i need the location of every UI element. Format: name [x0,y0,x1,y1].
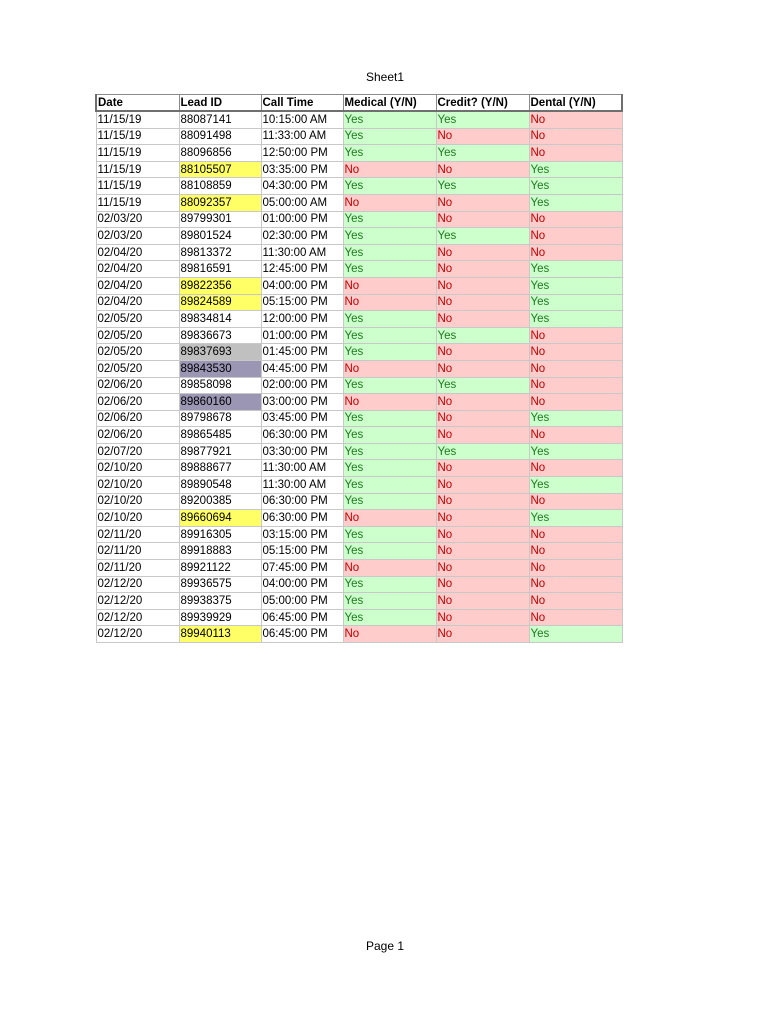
medical-cell[interactable]: Yes [343,543,436,560]
call-time-cell[interactable]: 04:45:00 PM [261,360,343,377]
dental-cell[interactable]: No [529,145,622,162]
lead-id-cell[interactable]: 89824589 [179,294,261,311]
lead-id-cell[interactable]: 88096856 [179,145,261,162]
medical-cell[interactable]: Yes [343,427,436,444]
call-time-cell[interactable]: 03:15:00 PM [261,526,343,543]
credit-cell[interactable]: No [436,128,529,145]
lead-id-cell[interactable]: 89939929 [179,609,261,626]
table-row [96,626,622,643]
dental-cell[interactable]: No [529,344,622,361]
medical-cell[interactable]: Yes [343,593,436,610]
date-cell[interactable]: 02/12/20 [96,626,179,643]
table-row [96,510,622,527]
call-time-cell[interactable]: 03:30:00 PM [261,443,343,460]
credit-cell[interactable]: No [436,394,529,411]
table-row [96,609,622,626]
table-header [96,95,622,112]
call-time-cell[interactable]: 11:30:00 AM [261,477,343,494]
table-row [96,277,622,294]
date-cell[interactable]: 02/12/20 [96,609,179,626]
column-header-lead-id[interactable]: Lead ID [179,95,261,112]
call-time-cell[interactable]: 01:00:00 PM [261,327,343,344]
call-time-cell[interactable]: 05:00:00 AM [261,194,343,211]
lead-id-cell[interactable]: 89936575 [179,576,261,593]
dental-cell[interactable]: Yes [529,161,622,178]
lead-id-cell[interactable]: 88092357 [179,194,261,211]
credit-cell[interactable]: No [436,194,529,211]
date-cell[interactable]: 02/04/20 [96,261,179,278]
dental-cell[interactable]: No [529,460,622,477]
dental-cell[interactable]: No [529,394,622,411]
credit-cell[interactable]: No [436,294,529,311]
call-time-cell[interactable]: 12:50:00 PM [261,145,343,162]
medical-cell[interactable]: Yes [343,493,436,510]
lead-id-cell[interactable]: 89798678 [179,410,261,427]
medical-cell[interactable]: Yes [343,244,436,261]
date-cell[interactable]: 11/15/19 [96,194,179,211]
credit-cell[interactable]: No [436,609,529,626]
lead-id-cell[interactable]: 88091498 [179,128,261,145]
date-cell[interactable]: 02/05/20 [96,360,179,377]
table-row [96,161,622,178]
table-row [96,493,622,510]
date-cell[interactable]: 02/05/20 [96,327,179,344]
call-time-cell[interactable]: 06:45:00 PM [261,609,343,626]
column-header-call-time[interactable]: Call Time [261,95,343,112]
dental-cell[interactable]: No [529,244,622,261]
dental-cell[interactable]: No [529,111,622,128]
credit-cell[interactable]: No [436,593,529,610]
medical-cell[interactable]: No [343,560,436,577]
date-cell[interactable]: 02/10/20 [96,460,179,477]
medical-cell[interactable]: Yes [343,128,436,145]
lead-id-cell[interactable]: 89940113 [179,626,261,643]
medical-cell[interactable]: Yes [343,311,436,328]
medical-cell[interactable]: Yes [343,111,436,128]
date-cell[interactable]: 11/15/19 [96,161,179,178]
sheet-title: Sheet1 [365,70,405,84]
credit-cell[interactable]: No [436,427,529,444]
dental-cell[interactable]: No [529,493,622,510]
table-row [96,128,622,145]
date-cell[interactable]: 11/15/19 [96,111,179,128]
dental-cell[interactable]: Yes [529,277,622,294]
date-cell[interactable]: 02/06/20 [96,427,179,444]
date-cell[interactable]: 02/05/20 [96,311,179,328]
lead-id-cell[interactable]: 89890548 [179,477,261,494]
credit-cell[interactable]: No [436,460,529,477]
medical-cell[interactable]: No [343,194,436,211]
medical-cell[interactable]: Yes [343,609,436,626]
column-header-date[interactable]: Date [96,95,179,112]
dental-cell[interactable]: Yes [529,294,622,311]
lead-id-cell[interactable]: 89836673 [179,327,261,344]
date-cell[interactable]: 02/04/20 [96,294,179,311]
spreadsheet-table [95,94,623,643]
call-time-cell[interactable]: 03:35:00 PM [261,161,343,178]
lead-id-cell[interactable]: 88108859 [179,178,261,195]
date-cell[interactable]: 02/10/20 [96,510,179,527]
date-cell[interactable]: 02/04/20 [96,244,179,261]
medical-cell[interactable]: Yes [343,145,436,162]
dental-cell[interactable]: Yes [529,178,622,195]
lead-id-cell[interactable]: 89938375 [179,593,261,610]
lead-id-cell[interactable]: 89921122 [179,560,261,577]
table-row [96,194,622,211]
date-cell[interactable]: 02/06/20 [96,410,179,427]
table-row [96,294,622,311]
date-cell[interactable]: 11/15/19 [96,178,179,195]
table-row [96,211,622,228]
medical-cell[interactable]: No [343,161,436,178]
dental-cell[interactable]: Yes [529,443,622,460]
medical-cell[interactable]: Yes [343,261,436,278]
call-time-cell[interactable]: 03:45:00 PM [261,410,343,427]
credit-cell[interactable]: Yes [436,228,529,245]
lead-id-cell[interactable]: 89918883 [179,543,261,560]
dental-cell[interactable]: No [529,543,622,560]
date-cell[interactable]: 02/10/20 [96,477,179,494]
table-row [96,377,622,394]
lead-id-cell[interactable]: 88105507 [179,161,261,178]
medical-cell[interactable]: No [343,277,436,294]
call-time-cell[interactable]: 11:30:00 AM [261,244,343,261]
medical-cell[interactable]: No [343,510,436,527]
table-row [96,560,622,577]
column-header-medical[interactable]: Medical (Y/N) [343,95,436,112]
medical-cell[interactable]: Yes [343,377,436,394]
lead-id-cell[interactable]: 89801524 [179,228,261,245]
dental-cell[interactable]: No [529,377,622,394]
table-row [96,228,622,245]
dental-cell[interactable]: Yes [529,410,622,427]
date-cell[interactable]: 02/12/20 [96,593,179,610]
table-body [96,111,622,643]
lead-id-cell[interactable]: 89865485 [179,427,261,444]
lead-id-cell[interactable]: 89860160 [179,394,261,411]
dental-cell[interactable]: Yes [529,510,622,527]
medical-cell[interactable]: No [343,394,436,411]
call-time-cell[interactable]: 12:45:00 PM [261,261,343,278]
dental-cell[interactable]: Yes [529,261,622,278]
credit-cell[interactable]: Yes [436,327,529,344]
date-cell[interactable]: 02/03/20 [96,228,179,245]
table-row [96,543,622,560]
call-time-cell[interactable]: 06:30:00 PM [261,493,343,510]
call-time-cell[interactable]: 07:45:00 PM [261,560,343,577]
medical-cell[interactable]: Yes [343,460,436,477]
call-time-cell[interactable]: 11:30:00 AM [261,460,343,477]
dental-cell[interactable]: Yes [529,194,622,211]
credit-cell[interactable]: Yes [436,377,529,394]
credit-cell[interactable]: No [436,211,529,228]
credit-cell[interactable]: No [436,626,529,643]
dental-cell[interactable]: No [529,560,622,577]
call-time-cell[interactable]: 10:15:00 AM [261,111,343,128]
medical-cell[interactable]: Yes [343,228,436,245]
medical-cell[interactable]: Yes [343,211,436,228]
table-row [96,576,622,593]
date-cell[interactable]: 02/10/20 [96,493,179,510]
credit-cell[interactable]: No [436,344,529,361]
medical-cell[interactable]: No [343,294,436,311]
call-time-cell[interactable]: 04:00:00 PM [261,277,343,294]
lead-id-cell[interactable]: 89816591 [179,261,261,278]
date-cell[interactable]: 02/03/20 [96,211,179,228]
page-footer: Page 1 [365,939,405,953]
credit-cell[interactable]: No [436,161,529,178]
lead-id-cell[interactable]: 89858098 [179,377,261,394]
lead-id-cell[interactable]: 89799301 [179,211,261,228]
medical-cell[interactable]: Yes [343,526,436,543]
lead-id-cell[interactable]: 89888677 [179,460,261,477]
table-row [96,327,622,344]
dental-cell[interactable]: No [529,327,622,344]
lead-id-cell[interactable]: 89843530 [179,360,261,377]
call-time-cell[interactable]: 05:15:00 PM [261,543,343,560]
credit-cell[interactable]: No [436,510,529,527]
credit-cell[interactable]: No [436,244,529,261]
medical-cell[interactable]: Yes [343,443,436,460]
table-row [96,526,622,543]
credit-cell[interactable]: No [436,560,529,577]
table-row [96,410,622,427]
credit-cell[interactable]: No [436,311,529,328]
call-time-cell[interactable]: 04:00:00 PM [261,576,343,593]
dental-cell[interactable]: No [529,576,622,593]
call-time-cell[interactable]: 05:15:00 PM [261,294,343,311]
table-row [96,145,622,162]
dental-cell[interactable]: No [529,228,622,245]
table-row [96,593,622,610]
dental-cell[interactable]: Yes [529,477,622,494]
call-time-cell[interactable]: 11:33:00 AM [261,128,343,145]
credit-cell[interactable]: No [436,526,529,543]
dental-cell[interactable]: Yes [529,626,622,643]
call-time-cell[interactable]: 05:00:00 PM [261,593,343,610]
date-cell[interactable]: 02/06/20 [96,394,179,411]
credit-cell[interactable]: No [436,360,529,377]
call-time-cell[interactable]: 02:00:00 PM [261,377,343,394]
call-time-cell[interactable]: 01:00:00 PM [261,211,343,228]
table-row [96,477,622,494]
dental-cell[interactable]: Yes [529,311,622,328]
table-row [96,443,622,460]
date-cell[interactable]: 02/12/20 [96,576,179,593]
date-cell[interactable]: 11/15/19 [96,145,179,162]
call-time-cell[interactable]: 12:00:00 PM [261,311,343,328]
call-time-cell[interactable]: 04:30:00 PM [261,178,343,195]
date-cell[interactable]: 02/11/20 [96,543,179,560]
table-row [96,344,622,361]
call-time-cell[interactable]: 02:30:00 PM [261,228,343,245]
dental-cell[interactable]: No [529,593,622,610]
credit-cell[interactable]: No [436,261,529,278]
medical-cell[interactable]: Yes [343,327,436,344]
credit-cell[interactable]: No [436,277,529,294]
date-cell[interactable]: 02/11/20 [96,560,179,577]
credit-cell[interactable]: No [436,477,529,494]
table-row [96,394,622,411]
table-row [96,178,622,195]
call-time-cell[interactable]: 06:45:00 PM [261,626,343,643]
medical-cell[interactable]: Yes [343,477,436,494]
column-header-credit[interactable]: Credit? (Y/N) [436,95,529,112]
call-time-cell[interactable]: 01:45:00 PM [261,344,343,361]
lead-id-cell[interactable]: 89834814 [179,311,261,328]
dental-cell[interactable]: No [529,609,622,626]
lead-id-cell[interactable]: 89813372 [179,244,261,261]
medical-cell[interactable]: Yes [343,410,436,427]
lead-id-cell[interactable]: 89660694 [179,510,261,527]
table-row [96,111,622,128]
dental-cell[interactable]: No [529,128,622,145]
date-cell[interactable]: 02/05/20 [96,344,179,361]
call-time-cell[interactable]: 03:00:00 PM [261,394,343,411]
date-cell[interactable]: 02/11/20 [96,526,179,543]
medical-cell[interactable]: Yes [343,178,436,195]
credit-cell[interactable]: Yes [436,178,529,195]
credit-cell[interactable]: Yes [436,111,529,128]
medical-cell[interactable]: No [343,626,436,643]
credit-cell[interactable]: No [436,576,529,593]
date-cell[interactable]: 02/07/20 [96,443,179,460]
column-header-dental[interactable]: Dental (Y/N) [529,95,622,112]
dental-cell[interactable]: No [529,427,622,444]
date-cell[interactable]: 02/04/20 [96,277,179,294]
credit-cell[interactable]: No [436,543,529,560]
credit-cell[interactable]: Yes [436,443,529,460]
table-row [96,261,622,278]
call-time-cell[interactable]: 06:30:00 PM [261,427,343,444]
medical-cell[interactable]: Yes [343,576,436,593]
dental-cell[interactable]: No [529,360,622,377]
dental-cell[interactable]: No [529,526,622,543]
lead-id-cell[interactable]: 89916305 [179,526,261,543]
lead-id-cell[interactable]: 88087141 [179,111,261,128]
credit-cell[interactable]: No [436,493,529,510]
date-cell[interactable]: 11/15/19 [96,128,179,145]
table-row [96,460,622,477]
call-time-cell[interactable]: 06:30:00 PM [261,510,343,527]
lead-id-cell[interactable]: 89837693 [179,344,261,361]
table-row [96,244,622,261]
table-row [96,311,622,328]
credit-cell[interactable]: No [436,410,529,427]
table-row [96,427,622,444]
lead-id-cell[interactable]: 89822356 [179,277,261,294]
dental-cell[interactable]: No [529,211,622,228]
header-row [96,95,622,112]
credit-cell[interactable]: Yes [436,145,529,162]
lead-id-cell[interactable]: 89200385 [179,493,261,510]
date-cell[interactable]: 02/06/20 [96,377,179,394]
medical-cell[interactable]: No [343,360,436,377]
lead-id-cell[interactable]: 89877921 [179,443,261,460]
medical-cell[interactable]: Yes [343,344,436,361]
table-row [96,360,622,377]
